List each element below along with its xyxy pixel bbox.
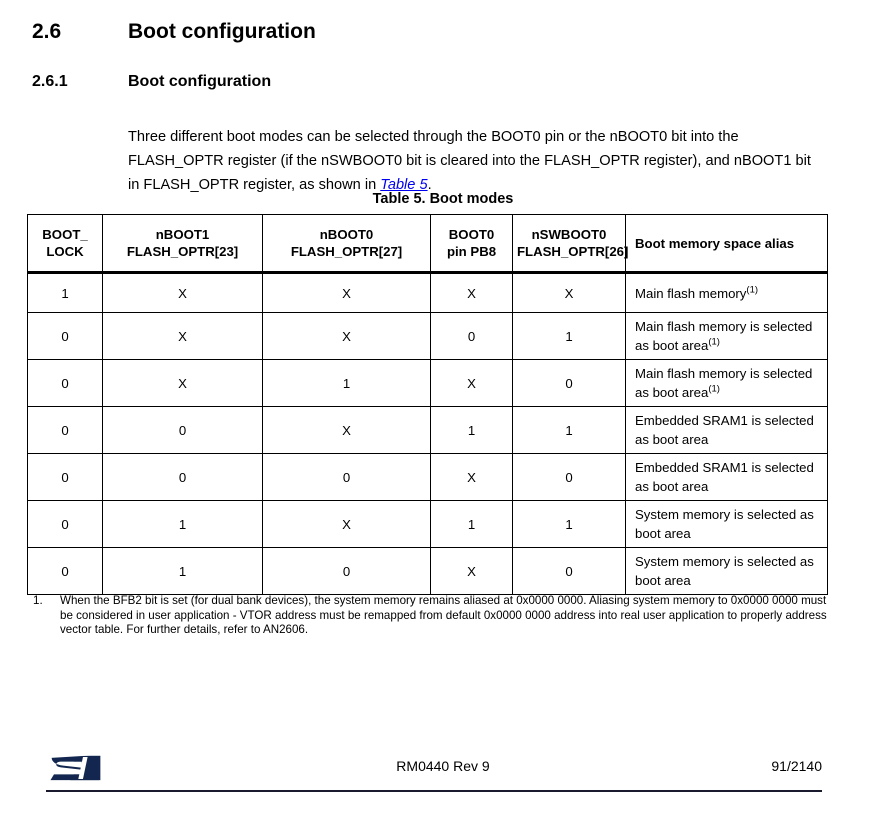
column-header-boot0 [431, 215, 513, 273]
cell-alias [626, 360, 828, 407]
cell-nboot1: 1 [103, 548, 263, 595]
body-paragraph [128, 125, 822, 197]
cell-nswboot0: 0 [513, 548, 626, 595]
cell-alias-text: Embedded SRAM1 is selected as boot area [635, 413, 814, 447]
column-header-nswboot0-line2: FLASH_OPTR[26] [517, 244, 629, 259]
cell-boot-lock: 0 [28, 313, 103, 360]
table-row [28, 407, 828, 454]
section-number: 2.6 [32, 20, 62, 43]
column-header-boot-lock [28, 215, 103, 273]
cell-boot-lock: 0 [28, 454, 103, 501]
footnote-marker: (1) [708, 383, 720, 395]
column-header-nboot0-line2: FLASH_OPTR[27] [290, 244, 403, 259]
table-header [28, 215, 828, 273]
cell-nboot0: X [263, 313, 431, 360]
column-header-boot-lock-line2: LOCK [46, 244, 84, 259]
subsection-number: 2.6.1 [32, 73, 68, 90]
footer-divider [46, 790, 822, 792]
cell-alias [626, 501, 828, 548]
cell-nswboot0: 1 [513, 313, 626, 360]
column-header-boot0-line1: BOOT0 [448, 227, 495, 242]
cell-nboot0: X [263, 407, 431, 454]
cell-boot0: 1 [431, 501, 513, 548]
table-body [28, 273, 828, 595]
column-header-nswboot0-line1: nSWBOOT0 [531, 227, 607, 242]
cell-nboot1: X [103, 360, 263, 407]
cell-nboot0: 0 [263, 548, 431, 595]
cell-nboot0: 0 [263, 454, 431, 501]
column-header-boot0-line2: pin PB8 [446, 244, 497, 259]
footnote-number: 1. [33, 594, 43, 607]
boot-modes-table [27, 214, 828, 595]
cell-boot0: 1 [431, 407, 513, 454]
table-row [28, 313, 828, 360]
cell-nboot0: X [263, 501, 431, 548]
cell-boot0: X [431, 360, 513, 407]
table-row [28, 501, 828, 548]
boot-modes-table-wrapper [27, 214, 827, 595]
cell-alias [626, 454, 828, 501]
footer-page-number: 91/2140 [771, 758, 822, 774]
footnotes-block [30, 594, 830, 638]
cell-boot-lock: 0 [28, 548, 103, 595]
table-row [28, 454, 828, 501]
column-header-boot-lock-line1: BOOT_ [42, 227, 88, 242]
cell-alias [626, 313, 828, 360]
cell-alias-text: System memory is selected as boot area [635, 507, 814, 541]
table-row [28, 273, 828, 313]
cell-nswboot0: 0 [513, 360, 626, 407]
cell-nswboot0: 0 [513, 454, 626, 501]
cell-alias-text: Main flash memory is selected as boot area [635, 319, 813, 353]
section-heading [32, 20, 832, 44]
column-header-nswboot0 [513, 215, 629, 273]
cell-nswboot0: 1 [513, 501, 626, 548]
footnote-marker: (1) [746, 284, 759, 296]
column-header-nboot1 [103, 215, 263, 273]
cell-nswboot0: 1 [513, 407, 626, 454]
cell-nboot1: X [103, 273, 263, 313]
column-header-nboot0-line1: nBOOT0 [319, 227, 374, 242]
column-header-nboot1-line2: FLASH_OPTR[23] [126, 244, 239, 259]
paragraph-text-part2: . [427, 176, 432, 193]
cell-alias [626, 407, 828, 454]
cell-nswboot0: X [513, 273, 626, 313]
cell-alias-text: Main flash memory is selected as boot area [635, 366, 813, 400]
column-header-nboot1-line1: nBOOT1 [155, 227, 210, 242]
cell-alias-text: Main flash memory [635, 285, 747, 301]
table-row [28, 360, 828, 407]
cell-boot0: X [431, 454, 513, 501]
column-header-boot-memory-space-alias: Boot memory space alias [626, 215, 828, 273]
cell-boot-lock: 0 [28, 360, 103, 407]
page-footer [0, 744, 886, 790]
table-row [28, 548, 828, 595]
table-5-cross-reference-link[interactable]: Table 5 [380, 176, 428, 193]
cell-boot-lock: 1 [28, 273, 103, 313]
cell-alias [626, 548, 828, 595]
footnote-item [30, 594, 830, 638]
cell-alias [626, 273, 828, 313]
cell-nboot1: X [103, 313, 263, 360]
footer-document-reference: RM0440 Rev 9 [396, 758, 490, 774]
section-title: Boot configuration [128, 20, 316, 43]
footnote-marker: (1) [708, 336, 720, 348]
table-header-row [28, 215, 828, 273]
footnote-text: When the BFB2 bit is set (for dual bank devices), the system memory remains aliased at 0x0000 0000. Aliasing system memory to 0x0000 0000 must be considered in user application - VTOR address must be remapped from default 0x0000 0000 address into real user application to properly address vector table. For further details, refer to AN2606. [60, 594, 827, 636]
cell-boot0: X [431, 273, 513, 313]
cell-alias-text: System memory is selected as boot area [635, 554, 814, 588]
column-header-nboot0 [263, 215, 431, 273]
cell-alias-text: Embedded SRAM1 is selected as boot area [635, 460, 814, 494]
subsection-title: Boot configuration [128, 73, 272, 90]
cell-nboot1: 0 [103, 454, 263, 501]
paragraph-text-part1: Three different boot modes can be selected through the BOOT0 pin or the nBOOT0 bit into the FLASH_OPTR register (if the nSWBOOT0 bit is cleared into the FLASH_OPTR register), and nBOOT1 bit in FLASH_OPTR register, as shown in [128, 128, 811, 193]
table-caption: Table 5. Boot modes [372, 191, 514, 207]
cell-nboot0: 1 [263, 360, 431, 407]
cell-boot-lock: 0 [28, 407, 103, 454]
cell-nboot1: 0 [103, 407, 263, 454]
cell-boot0: 0 [431, 313, 513, 360]
cell-nboot1: 1 [103, 501, 263, 548]
cell-boot-lock: 0 [28, 501, 103, 548]
subsection-heading [32, 73, 832, 91]
cell-nboot0: X [263, 273, 431, 313]
cell-boot0: X [431, 548, 513, 595]
